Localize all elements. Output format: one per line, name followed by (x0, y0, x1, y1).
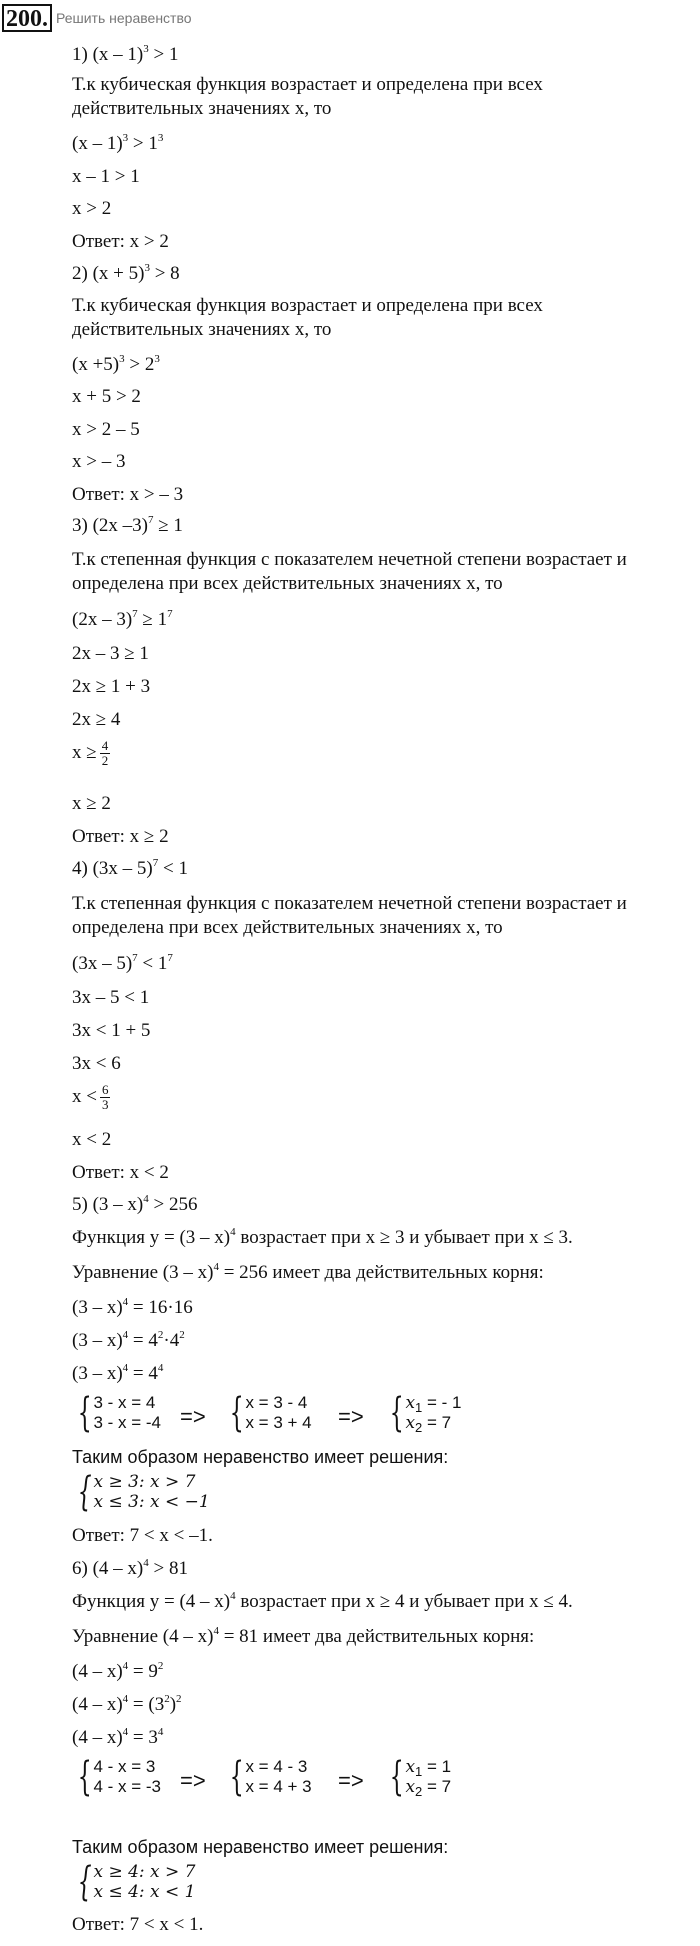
problem-1-note-line-1: Т.к кубическая функция возрастает и определена при всех (72, 74, 543, 95)
problem-1-step: $(x - 1)^3 > 1^3$ (72, 132, 164, 154)
answer-value: x > 2 (129, 231, 169, 252)
note-text: = 256 имеет два действительных корня: (218, 1262, 544, 1283)
answer-value: x < 2 (129, 1162, 169, 1183)
problem-5-system-1 (72, 1390, 162, 1436)
note-text: Уравнение (3 – x) (72, 1262, 214, 1283)
problem-label: 1) (72, 44, 88, 65)
note-text: возрастает при x ≥ 3 и убывает при x ≤ 3. (235, 1227, 573, 1248)
problem-5-title: 5) (3 – x)$^4$ > 256 (72, 1193, 198, 1215)
problem-6-therefore: Таким образом неравенство имеет решения: (72, 1837, 449, 1857)
problem-2-note-line-2: действительных значениях x, то (72, 319, 332, 340)
answer-value: 7 < x < –1. (129, 1525, 213, 1546)
implies-arrow: => (180, 1404, 206, 1429)
problem-5-roots (384, 1390, 462, 1436)
problem-4-note-line-1: Т.к степенная функция с показателем нечетной степени возрастает и (72, 893, 627, 914)
system-row: x ≤ 3: x < −1 (93, 1492, 210, 1512)
answer-value: x > – 3 (129, 484, 184, 505)
system-row: 4 - x = -3 (93, 1777, 162, 1796)
note-text: возрастает при x ≥ 4 и убывает при x ≤ 4. (235, 1591, 573, 1612)
system-row: x ≥ 3: x > 7 (93, 1472, 196, 1492)
problem-1-step: x – 1 > 1 (72, 166, 140, 187)
system-row: $x_1$ = - 1 (405, 1393, 462, 1415)
problem-3-title: 3) (2x –3)$^7$ ≥ 1 (72, 514, 183, 536)
problem-4-step: x < 2 (72, 1129, 112, 1150)
brace-icon: { (389, 1754, 404, 1800)
brace-icon: { (229, 1390, 244, 1436)
note-text: Уравнение (4 – x) (72, 1626, 214, 1647)
problem-5-step: $(3 - x)^4 = 4^4$ (72, 1362, 164, 1384)
answer-value: x ≥ 2 (129, 826, 169, 847)
system-row: 3 - x = 4 (93, 1393, 156, 1412)
note-text: = 81 имеет два действительных корня: (218, 1626, 535, 1647)
problem-6-answer (72, 1914, 203, 1936)
system-row: x ≤ 4: x < 1 (93, 1882, 196, 1902)
problem-4-step: 3x < 6 (72, 1053, 121, 1074)
root-value: = 7 (427, 1413, 452, 1432)
problem-2-step: $(x +5)^3 > 2^3$ (72, 353, 160, 375)
problem-6-function-note: Функция y = (4 – x)$^4$ возрастает при x ≥ 4 и убывает при x ≤ 4. (72, 1590, 573, 1612)
problem-6-solution-system (72, 1859, 196, 1905)
problem-label: 5) (72, 1194, 88, 1215)
note-text: Функция y = (4 – x) (72, 1591, 231, 1612)
fraction-numerator: 4 (101, 738, 109, 753)
exercise-title: Решить неравенство (56, 10, 192, 26)
problem-2-step: x + 5 > 2 (72, 386, 141, 407)
problem-3-step: 2x – 3 ≥ 1 (72, 643, 149, 664)
problem-1-step: x > 2 (72, 198, 112, 219)
problem-2-answer (72, 484, 183, 506)
fraction-denominator: 3 (101, 1097, 109, 1112)
problem-6-equation-note: Уравнение (4 – x)$^4$ = 81 имеет два действительных корня: (72, 1625, 535, 1647)
note-text: Функция y = (3 – x) (72, 1227, 231, 1248)
problem-3-note-line-1: Т.к степенная функция с показателем нечетной степени возрастает и (72, 549, 627, 570)
answer-label: Ответ: (72, 826, 125, 847)
problem-2-step: x > 2 – 5 (72, 419, 140, 440)
problem-3-step: 2x ≥ 4 (72, 709, 121, 730)
problem-5-therefore: Таким образом неравенство имеет решения: (72, 1447, 449, 1467)
problem-label: 3) (72, 515, 88, 536)
system-row: x = 4 - 3 (245, 1757, 308, 1776)
system-row: x = 3 - 4 (245, 1393, 308, 1412)
system-row: $x_1 = 1$ (405, 1757, 452, 1779)
problem-3-step-fraction (72, 739, 110, 768)
problem-4-answer (72, 1162, 169, 1184)
problem-6-system-1 (72, 1754, 162, 1800)
problem-5-solution-system (72, 1469, 210, 1515)
brace-icon: { (77, 1469, 92, 1515)
answer-label: Ответ: (72, 484, 125, 505)
answer-label: Ответ: (72, 1914, 125, 1935)
fraction-numerator: 6 (101, 1082, 109, 1097)
problem-4-title: 4) (3x – 5)$^7$ < 1 (72, 857, 188, 879)
answer-label: Ответ: (72, 1525, 125, 1546)
problem-5-answer (72, 1525, 213, 1547)
problem-4-step: $(3x - 5)^7 < 1^7$ (72, 952, 173, 974)
problem-3-step: x ≥ 2 (72, 793, 111, 814)
problem-5-step: $(3 - x)^4 = 4^2\cdot 4^2$ (72, 1329, 185, 1351)
problem-3-step: 2x ≥ 1 + 3 (72, 676, 151, 697)
problem-6-step: $(4 - x)^4 = 3^4$ (72, 1726, 164, 1748)
fraction-lhs: x ≥ (72, 741, 97, 763)
answer-value: 7 < x < 1. (129, 1914, 204, 1935)
root-value: = 1 (427, 1757, 452, 1776)
fraction (100, 739, 111, 768)
problem-5-step: (3 – x)$^4$ = 16·16 (72, 1296, 193, 1318)
problem-3-answer (72, 826, 169, 848)
system-row: x = 3 + 4 (245, 1413, 312, 1432)
problem-4-step: 3x < 1 + 5 (72, 1020, 151, 1041)
system-row: 3 - x = -4 (93, 1413, 162, 1432)
implies-arrow: => (338, 1768, 364, 1793)
problem-5-equation-note: Уравнение (3 – x)$^4$ = 256 имеет два действительных корня: (72, 1261, 544, 1283)
step-rhs: = 16·16 (128, 1297, 193, 1318)
fraction-denominator: 2 (101, 753, 109, 768)
problem-label: 6) (72, 1558, 88, 1579)
problem-5-function-note: Функция y = (3 – x)$^4$ возрастает при x ≥ 3 и убывает при x ≤ 3. (72, 1226, 573, 1248)
problem-6-step: $(4 - x)^4 = (3^2)^2$ (72, 1693, 182, 1715)
problem-label: 4) (72, 858, 88, 879)
problem-5-system-2 (224, 1390, 312, 1436)
system-row: $x_2 = 7$ (405, 1413, 452, 1435)
problem-4-note-line-2: определена при всех действительных значениях x, то (72, 917, 503, 938)
answer-label: Ответ: (72, 1162, 125, 1183)
answer-label: Ответ: (72, 231, 125, 252)
root-value: = 7 (427, 1777, 452, 1796)
problem-2-note-line-1: Т.к кубическая функция возрастает и определена при всех (72, 295, 543, 316)
root-value: = - 1 (427, 1393, 462, 1412)
problem-1-answer (72, 231, 169, 253)
brace-icon: { (77, 1754, 92, 1800)
problem-6-system-2 (224, 1754, 312, 1800)
brace-icon: { (77, 1859, 92, 1905)
problem-6-roots (384, 1754, 452, 1800)
brace-icon: { (77, 1390, 92, 1436)
exercise-number: 200. (2, 4, 52, 32)
problem-2-title: 2) $(x + 5)^3 > 8$ (72, 262, 180, 284)
brace-icon: { (389, 1390, 404, 1436)
problem-2-step: x > – 3 (72, 451, 126, 472)
problem-4-step-fraction (72, 1083, 110, 1112)
fraction (100, 1083, 111, 1112)
problem-3-note-line-2: определена при всех действительных значениях x, то (72, 573, 503, 594)
system-row: $x_2 = 7$ (405, 1777, 452, 1799)
system-row: x ≥ 4: x > 7 (93, 1862, 196, 1882)
system-row: 4 - x = 3 (93, 1757, 156, 1776)
fraction-lhs: x < (72, 1085, 97, 1107)
problem-1-title: 1) (x – 1)$^3$ > 1 (72, 43, 179, 65)
system-row: x = 4 + 3 (245, 1777, 312, 1796)
problem-3-step: $(2x - 3)^7 \ge 1^7$ (72, 608, 173, 630)
implies-arrow: => (338, 1404, 364, 1429)
problem-6-title: 6) (4 – x)$^4$ > 81 (72, 1557, 188, 1579)
implies-arrow: => (180, 1768, 206, 1793)
problem-label: 2) (72, 263, 88, 284)
problem-6-step: $(4 - x)^4 = 9^2$ (72, 1660, 164, 1682)
problem-4-step: 3x – 5 < 1 (72, 987, 150, 1008)
brace-icon: { (229, 1754, 244, 1800)
problem-1-note-line-2: действительных значениях x, то (72, 98, 332, 119)
